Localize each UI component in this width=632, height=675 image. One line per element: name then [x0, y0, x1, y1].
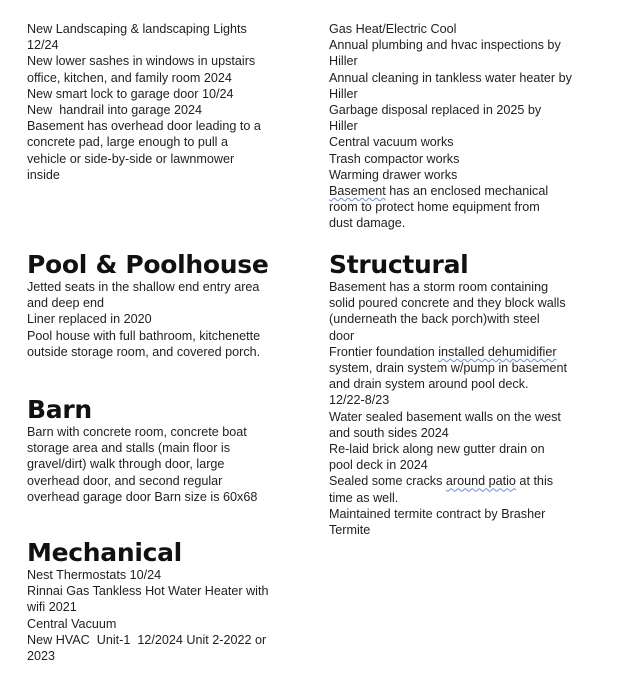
pool-heading: Pool & Poolhouse	[27, 250, 269, 279]
text-line: outside storage room, and covered porch.	[27, 344, 261, 359]
text-line: Maintained termite contract by Brasher	[329, 506, 546, 521]
text-line: Basement has overhead door leading to a	[27, 119, 261, 134]
text-line	[329, 344, 609, 360]
text-line: Warming drawer works	[329, 167, 458, 182]
text-line: Nest Thermostats 10/24	[27, 568, 162, 582]
text-line: office, kitchen, and family room 2024	[27, 70, 232, 85]
barn-section	[27, 396, 297, 505]
text-line: Trash compactor works	[329, 151, 460, 166]
text-line: Hiller	[329, 54, 358, 69]
text-line: Hiller	[329, 119, 358, 134]
home-updates-section	[27, 21, 297, 183]
text-fragment: Sealed some cracks	[329, 474, 446, 489]
text-line: wifi 2021	[27, 600, 77, 615]
text-line: pool deck in 2024	[329, 458, 428, 473]
text-line: Hiller	[329, 86, 358, 101]
text-line: and south sides 2024	[329, 425, 449, 440]
text-line: New smart lock to garage door 10/24	[27, 86, 234, 101]
text-line: Jetted seats in the shallow end entry area	[27, 280, 260, 294]
spellcheck-phrase[interactable]: around patio	[445, 474, 516, 489]
text-line: Central vacuum works	[329, 135, 454, 150]
text-fragment: has an enclosed mechanical	[385, 184, 549, 199]
text-line: 12/22-8/23	[329, 393, 390, 408]
text-line	[329, 183, 609, 199]
text-line: Termite	[329, 523, 371, 538]
text-line: and drain system around pool deck.	[329, 377, 529, 392]
text-line: Re-laid brick along new gutter drain on	[329, 442, 545, 457]
text-line: 12/24	[27, 38, 59, 53]
text-line: Barn with concrete room, concrete boat	[27, 425, 247, 439]
spellcheck-phrase[interactable]: installed dehumidifier	[438, 344, 557, 359]
barn-heading: Barn	[27, 395, 92, 424]
text-line: New handrail into garage 2024	[27, 103, 203, 118]
text-line: gravel/dirt) walk through door, large	[27, 457, 225, 472]
text-line: door	[329, 328, 355, 343]
structural-section	[329, 251, 609, 538]
text-line: Liner replaced in 2020	[27, 312, 152, 327]
text-line: Annual plumbing and hvac inspections by	[329, 38, 561, 53]
text-line: New HVAC Unit-1 12/2024 Unit 2-2022 or	[27, 632, 267, 647]
text-line: storage area and stalls (main floor is	[27, 441, 230, 456]
mechanical-continued-section	[329, 21, 609, 232]
text-line: solid poured concrete and they block walls	[329, 296, 566, 311]
text-fragment: at this	[515, 474, 554, 489]
text-line: overhead garage door Barn size is 60x68	[27, 489, 258, 504]
text-line: time as well.	[329, 490, 399, 505]
text-line: New lower sashes in windows in upstairs	[27, 54, 256, 69]
structural-heading: Structural	[329, 250, 469, 279]
text-line	[329, 473, 609, 489]
text-line: Garbage disposal replaced in 2025 by	[329, 103, 542, 118]
text-line: Rinnai Gas Tankless Hot Water Heater with	[27, 584, 269, 599]
text-line: Gas Heat/Electric Cool	[329, 22, 457, 36]
mechanical-heading: Mechanical	[27, 538, 182, 567]
text-line: Annual cleaning in tankless water heater by	[329, 70, 572, 85]
text-fragment: Frontier foundation	[329, 344, 439, 359]
text-line: vehicle or side-by-side or lawnmower	[27, 151, 235, 166]
spellcheck-word[interactable]: Basement	[329, 184, 386, 199]
text-line: Central Vacuum	[27, 616, 117, 631]
text-line: Basement has a storm room containing	[329, 280, 549, 294]
text-line: system, drain system w/pump in basement	[329, 361, 567, 376]
text-line: and deep end	[27, 296, 105, 311]
text-line: (underneath the back porch)with steel	[329, 312, 540, 327]
pool-section	[27, 251, 297, 360]
text-line: concrete pad, large enough to pull a	[27, 135, 228, 150]
text-line: Pool house with full bathroom, kitchenette	[27, 328, 261, 343]
text-line: dust damage.	[329, 216, 406, 231]
text-line: room to protect home equipment from	[329, 200, 540, 215]
mechanical-section	[27, 539, 297, 664]
text-line: New Landscaping & landscaping Lights	[27, 22, 247, 36]
text-line: 2023	[27, 649, 56, 664]
text-line: inside	[27, 167, 60, 182]
text-line: Water sealed basement walls on the west	[329, 409, 561, 424]
text-line: overhead door, and second regular	[27, 473, 223, 488]
